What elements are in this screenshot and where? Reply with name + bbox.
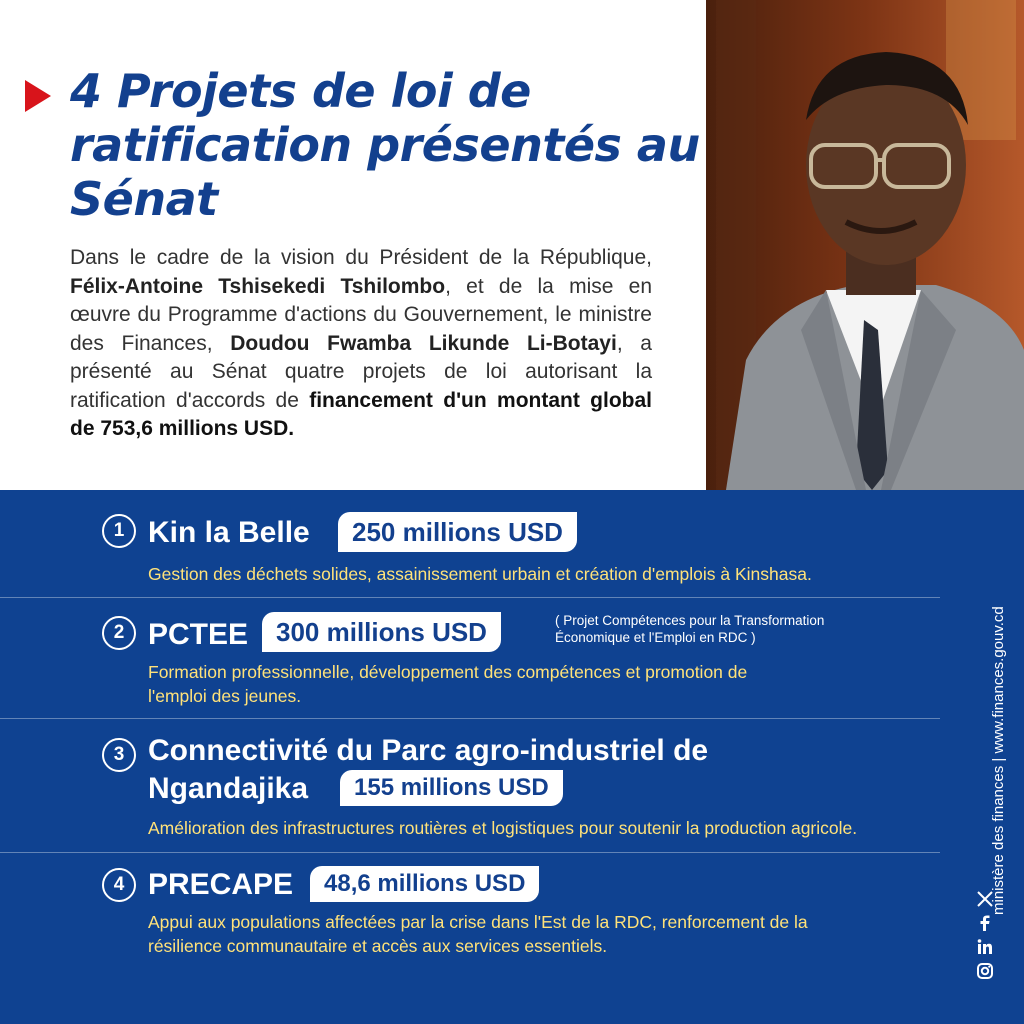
header-section [0,0,1024,490]
project-1-amount: 250 millions USD [338,512,577,552]
x-icon[interactable] [976,890,994,908]
facebook-icon[interactable] [976,914,994,932]
intro-text-1: Dans le cadre de la vision du Président de la République, [70,246,652,269]
instagram-icon[interactable] [976,962,994,980]
project-1-name: Kin la Belle [148,516,310,549]
intro-text-2: , et de la mise en œuvre du Programme d'actions du Gouvernement, le ministre des Finances, [70,274,653,355]
page-title: 4 Projets de loi de ratification présentés au Sénat [70,64,700,226]
project-3-number: 3 [102,738,136,772]
minister-photo-illustration [706,0,1024,490]
social-icons [965,890,1005,980]
linkedin-icon[interactable] [976,938,994,956]
intro-paragraph [70,244,652,444]
project-3-name-line1: Connectivité du Parc agro-industriel de [148,734,709,767]
project-1-number: 1 [102,514,136,548]
project-4-number: 4 [102,868,136,902]
project-4-name: PRECAPE [148,868,294,901]
divider [0,852,940,853]
project-4-description: Appui aux populations affectées par la crise dans l'Est de la RDC, renforcement de la résilience communautaire et accès aux services essentiels. [148,912,808,956]
intro-highlight: financement d'un montant global de 753,6 millions USD. [70,388,652,440]
project-3-amount: 155 millions USD [340,770,563,806]
intro-text-3: , a présenté au Sénat quatre projets de loi autorisant la ratification d'accords de [70,331,652,412]
minister-name: Doudou Fwamba Likunde Li-Botayi [230,331,617,355]
project-2-description: Formation professionnelle, développement des compétences et promotion de l'emploi des jeunes. [148,662,748,706]
divider [0,597,940,598]
project-1-description: Gestion des déchets solides, assainissement urbain et création d'emplois à Kinshasa. [148,564,812,584]
project-2-note: ( Projet Compétences pour la Transformation Économique et l'Emploi en RDC ) [555,613,825,645]
president-name: Félix-Antoine Tshisekedi Tshilombo [70,274,446,298]
project-3-name-line2: Ngandajika [148,772,309,805]
project-2-amount: 300 millions USD [262,612,501,652]
minister-photo [706,0,1024,490]
project-2-number: 2 [102,616,136,650]
project-2-name: PCTEE [148,618,249,651]
projects-section [0,490,1024,1024]
project-3-description: Amélioration des infrastructures routières et logistiques pour soutenir la production agricole. [148,818,858,838]
divider [0,718,940,719]
play-arrow-icon [25,80,51,112]
project-4-amount: 48,6 millions USD [310,866,539,902]
sidebar-text: ministère des finances | www.finances.gouv.cd [990,606,1007,915]
